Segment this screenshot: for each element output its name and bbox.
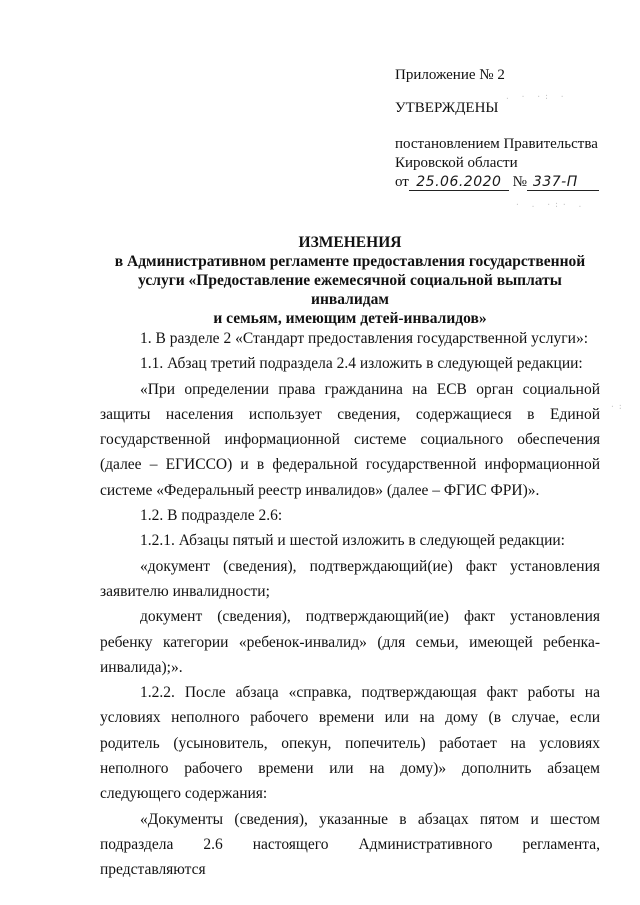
handwritten-number: 337-П [532,174,578,190]
decree-date-number [395,173,635,192]
scan-noise: ·: [610,402,626,411]
scan-noise: . · ·: · [505,92,568,101]
decree-line-1: постановлением Правительства [395,136,598,152]
title-subtitle-line-1: в Административном регламенте предоставления государственной [114,253,586,270]
scan-noise: · . ·:· . [515,200,586,209]
number-label: № [512,174,527,190]
approved-label: УТВЕРЖДЕНЫ [395,100,499,116]
title-subtitle-line-2: услуги «Предоставление ежемесячной социальной выплаты инвалидам [138,272,562,308]
paragraph-2: 1.1. Абзац третий подраздела 2.4 изложить в следующей редакции: [140,355,583,373]
paragraph-1: 1. В разделе 2 «Стандарт предоставления государственной услуги»: [140,330,589,347]
paragraph-7: документ (сведения), подтверждающий(ие) факт установления ребенку категории «ребенок-инвалид» (для семьи, имеющей ребенка-инвалида);». [100,608,600,676]
from-label: от [395,174,409,190]
paragraph-3: «При определении права гражданина на ЕСВ орган социальной защиты населения использует сведения, содержащиеся в Единой государственной информационной системе социального обеспечения (далее – ЕГИССО) и в федеральной государственной информационной системе «Федеральный реестр инвалидов» (далее – ФГИС ФРИ)». [100,380,600,499]
title-heading: ИЗМЕНЕНИЯ [298,234,402,251]
document-title [100,233,600,328]
title-subtitle-line-3: и семьям, имеющим детей-инвалидов» [213,310,487,327]
handwritten-date: 25.06.2020 [416,174,502,190]
paragraph-9: «Документы (сведения), указанные в абзацах пятом и шестом подраздела 2.6 настоящего Административного регламента, представляются [100,810,600,879]
paragraph-4: 1.2. В подразделе 2.6: [140,507,283,525]
appendix-label: Приложение № 2 [395,67,505,83]
approval-block [395,66,635,192]
paragraph-6: «документ (сведения), подтверждающий(ие) факт установления заявителю инвалидности; [100,557,600,600]
decree-line-2: Кировской области [395,155,518,171]
paragraph-5: 1.2.1. Абзацы пятый и шестой изложить в следующей редакции: [140,532,565,550]
paragraph-8: 1.2.2. После абзаца «справка, подтверждающая факт работы на условиях неполного рабочего времени или на дому (в случае, если родитель (усыновитель, опекун, попечитель) работает на условиях неполного рабочего времени или на дому)» дополнить абзацем следующего содержания: [100,684,600,803]
document-body [100,326,600,883]
